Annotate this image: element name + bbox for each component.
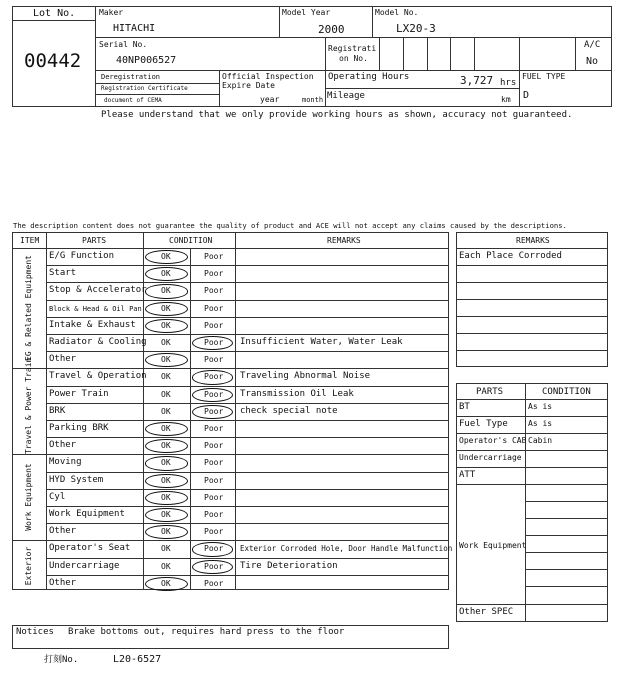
disclaimer-text: The description content does not guarantee the quality of product and ACE will not accept any claims caused by the descriptions. <box>13 221 567 230</box>
poor-option: Poor <box>204 286 224 296</box>
part-name: Other <box>49 577 77 588</box>
ok-option: OK <box>161 372 171 382</box>
part-name: Other <box>49 354 77 365</box>
ok-selected-circle <box>145 302 188 316</box>
part-name: Moving <box>49 457 82 468</box>
poor-option: Poor <box>204 303 224 313</box>
ok-option: OK <box>161 338 171 347</box>
registration-label-1: Registrati <box>328 44 377 53</box>
header-remarks: REMARKS <box>327 236 361 245</box>
group-label: Exterior <box>23 546 33 586</box>
poor-selected-circle <box>192 388 233 402</box>
poor-option: Poor <box>204 424 224 433</box>
remark-text: Transmission Oil Leak <box>240 388 354 399</box>
part-name: Stop & Accelerator <box>49 285 147 296</box>
model-no-label: Model No. <box>375 8 419 17</box>
ok-selected-circle <box>145 474 188 488</box>
ok-option: OK <box>161 320 171 330</box>
model-no-value: LX20-3 <box>396 22 436 35</box>
notices-label: Notices <box>16 627 54 637</box>
ok-selected-circle <box>145 456 188 470</box>
part-name: Power Train <box>49 388 109 399</box>
part-name: E/G Function <box>49 251 115 261</box>
remark-text: Insufficient Water, Water Leak <box>240 337 403 347</box>
part-name: BRK <box>49 405 66 416</box>
notices-text: Brake bottoms out, requires hard press to the floor <box>68 627 345 637</box>
serial-no-value: 40NP006527 <box>116 55 177 66</box>
ok-option: OK <box>161 561 171 571</box>
part-name: Start <box>49 268 77 279</box>
stamp-label: 打刻No. <box>44 655 79 665</box>
hrs-label: hrs <box>500 78 517 88</box>
maker-value: HITACHI <box>113 23 156 34</box>
fuel-type-value: D <box>523 90 530 101</box>
poor-option: Poor <box>204 561 224 571</box>
ok-option: OK <box>161 492 171 502</box>
right-part-name: Undercarriage <box>459 453 522 462</box>
poor-option: Poor <box>204 338 224 347</box>
poor-option: Poor <box>204 475 224 485</box>
ok-option: OK <box>161 269 171 279</box>
official-inspection-label-2: Expire Date <box>222 81 275 90</box>
lot-no-label: Lot No. <box>33 8 76 19</box>
ok-option: OK <box>161 475 171 485</box>
poor-option: Poor <box>204 441 224 451</box>
ok-option: OK <box>161 389 171 399</box>
ok-option: OK <box>161 303 171 313</box>
ok-option: OK <box>161 424 171 433</box>
right-part-name: ATT <box>459 470 476 480</box>
document-cema-label: document of CEMA <box>104 97 162 104</box>
work-equipment-label: Work Equipment <box>459 541 527 550</box>
remark-text: check special note <box>240 405 338 416</box>
ok-option: OK <box>161 441 171 451</box>
mileage-label: Mileage <box>327 91 365 101</box>
part-name: Work Equipment <box>49 509 125 519</box>
ac-label: A/C <box>584 40 601 50</box>
right-remarks-header: REMARKS <box>516 236 550 245</box>
operating-hours-value: 3,727 <box>460 74 494 87</box>
poor-option: Poor <box>204 252 224 261</box>
right-part-name: BT <box>459 402 470 412</box>
right-part-condition: As is <box>528 402 553 411</box>
other-spec-label: Other SPEC <box>459 607 514 617</box>
month-label: month <box>302 96 324 104</box>
km-label: km <box>501 95 511 104</box>
stamp-value: L20-6527 <box>113 654 162 665</box>
poor-option: Poor <box>204 355 224 365</box>
poor-option: Poor <box>204 406 224 416</box>
model-year-value: 2000 <box>318 23 345 36</box>
group-label: Work Equipment <box>24 463 33 532</box>
ac-value: No <box>586 56 599 67</box>
poor-option: Poor <box>204 372 224 382</box>
fuel-type-label: FUEL TYPE <box>522 72 566 81</box>
group-label: Travel & Power Train <box>24 358 33 455</box>
ok-option: OK <box>161 286 171 296</box>
part-name: Radiator & Cooling <box>49 337 147 347</box>
year-label: year <box>260 95 280 104</box>
registration-label-2: on No. <box>339 54 368 63</box>
part-name: Undercarriage <box>49 560 120 571</box>
ok-option: OK <box>161 252 171 261</box>
poor-option: Poor <box>204 389 224 399</box>
poor-option: Poor <box>204 510 224 519</box>
right-part-name: Fuel Type <box>459 419 508 429</box>
right-remark-text: Each Place Corroded <box>459 251 562 261</box>
registration-certificate-label: Registration Certificate <box>101 85 188 92</box>
accuracy-note: Please understand that we only provide working hours as shown, accuracy not guaranteed. <box>101 110 573 120</box>
lot-no-value: 00442 <box>24 50 82 72</box>
ok-option: OK <box>161 578 171 588</box>
ok-option: OK <box>161 406 171 416</box>
poor-selected-circle <box>192 560 233 574</box>
ok-option: OK <box>161 458 171 468</box>
ok-option: OK <box>161 544 171 554</box>
remark-text: Exterior Corroded Hole, Door Handle Malfunction <box>240 544 453 554</box>
ok-selected-circle <box>145 319 188 333</box>
part-name: Intake & Exhaust <box>49 319 136 330</box>
part-name: Other <box>49 440 77 451</box>
ok-option: OK <box>161 527 171 537</box>
part-name: HYD System <box>49 474 104 485</box>
poor-selected-circle <box>192 542 233 556</box>
part-name: Block & Head & Oil Pan <box>49 304 142 313</box>
poor-selected-circle <box>192 405 233 419</box>
official-inspection-label-1: Official Inspection <box>222 72 314 81</box>
poor-option: Poor <box>204 527 224 537</box>
ok-selected-circle <box>145 491 188 505</box>
serial-no-label: Serial No. <box>99 40 148 49</box>
poor-option: Poor <box>204 544 224 554</box>
part-name: Operator's Seat <box>49 543 131 554</box>
right-part-name: Operator's CAB <box>459 436 527 445</box>
poor-option: Poor <box>204 320 224 330</box>
ok-option: OK <box>161 355 171 365</box>
poor-option: Poor <box>204 458 224 468</box>
right-part-condition: As is <box>528 419 553 428</box>
deregistration-label: Deregistration <box>101 73 161 81</box>
header-condition: CONDITION <box>169 236 213 245</box>
right-parts-header: PARTS <box>476 387 504 397</box>
remark-text: Traveling Abnormal Noise <box>240 371 371 382</box>
poor-option: Poor <box>204 578 224 588</box>
maker-label: Maker <box>99 8 124 17</box>
ok-selected-circle <box>145 577 188 591</box>
model-year-label: Model Year <box>282 8 331 17</box>
poor-option: Poor <box>204 492 224 502</box>
remark-text: Tire Deterioration <box>240 560 338 571</box>
group-label: EG & Related Equipment <box>24 255 34 362</box>
header-parts: PARTS <box>82 236 107 245</box>
part-name: Parking BRK <box>49 423 109 433</box>
part-name: Cyl <box>49 491 66 502</box>
ok-selected-circle <box>145 284 188 298</box>
poor-selected-circle <box>192 370 233 384</box>
part-name: Travel & Operation <box>49 371 147 382</box>
operating-hours-label: Operating Hours <box>328 72 410 82</box>
header-item: ITEM <box>20 236 40 245</box>
right-condition-header: CONDITION <box>542 387 591 397</box>
part-name: Other <box>49 526 77 537</box>
ok-option: OK <box>161 510 171 519</box>
poor-option: Poor <box>204 269 224 279</box>
right-part-condition: Cabin <box>528 436 553 445</box>
